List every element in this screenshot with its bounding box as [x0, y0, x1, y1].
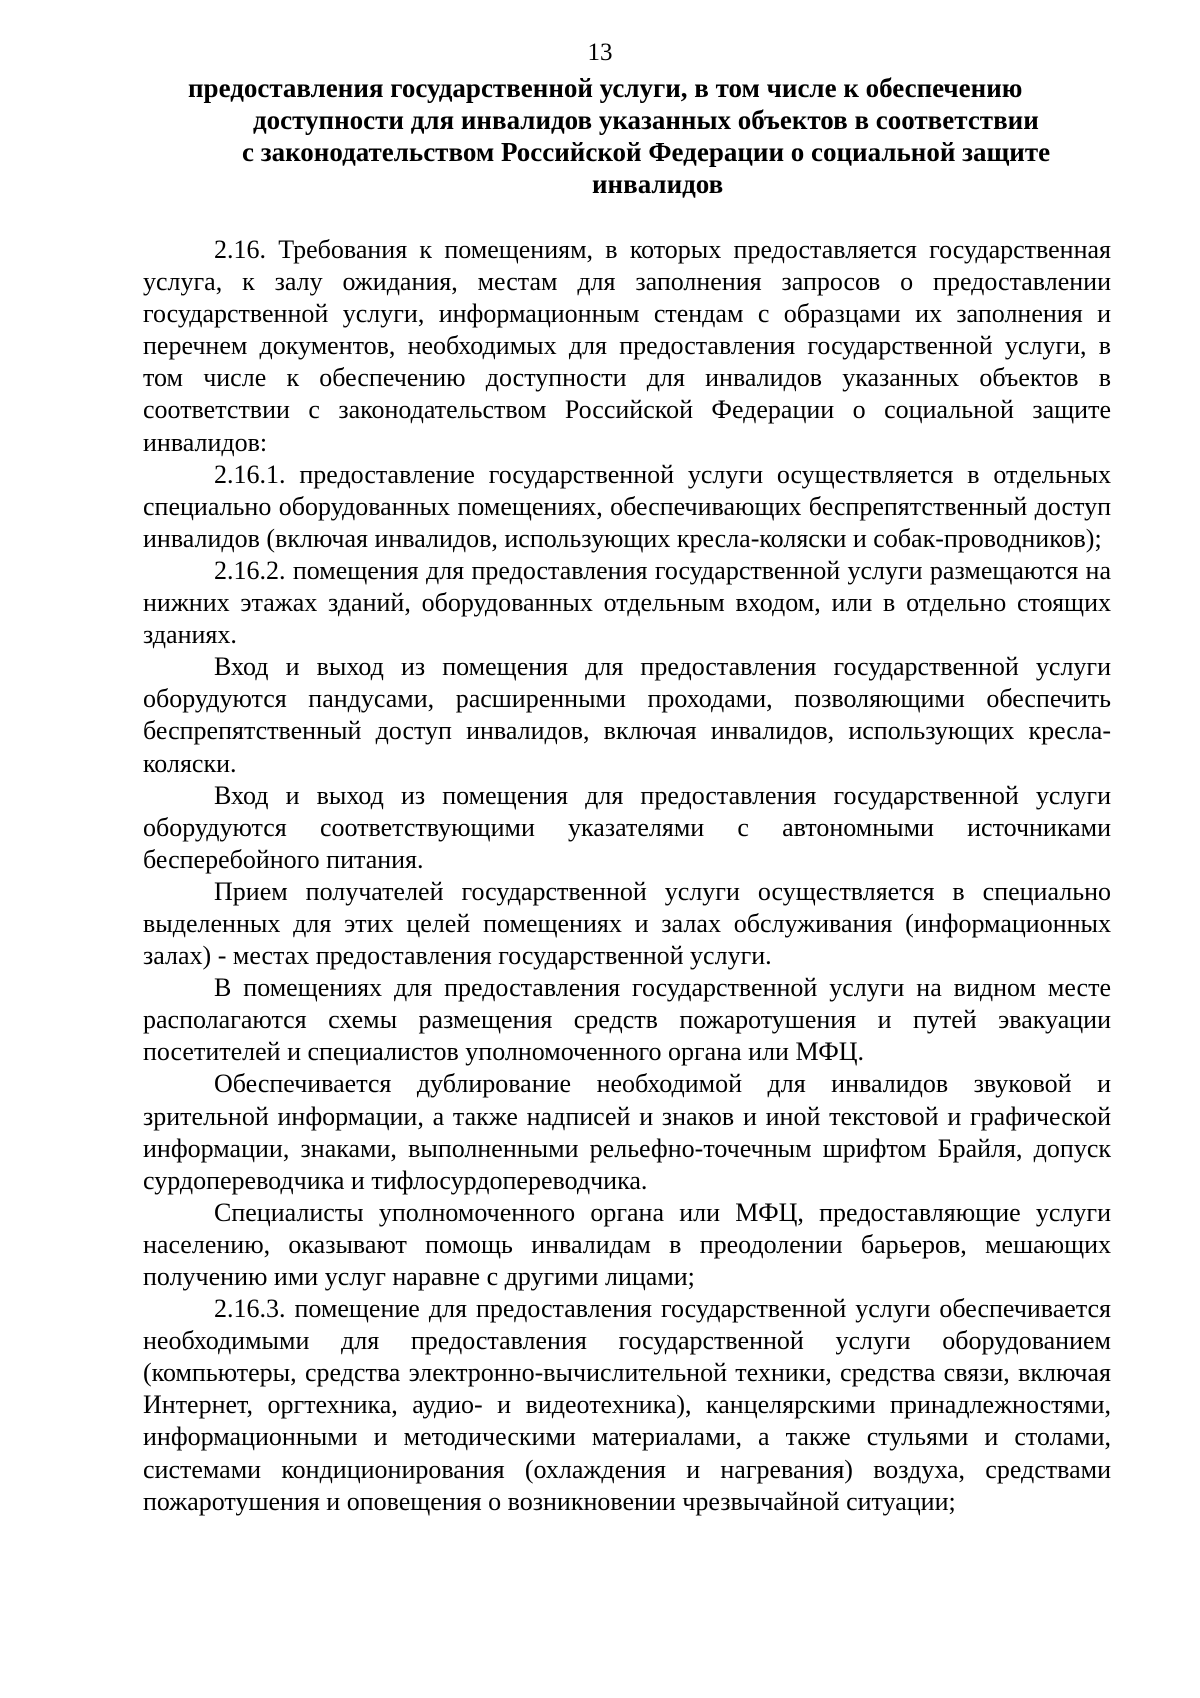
- heading-line: с законодательством Российской Федерации о социальной защите: [242, 137, 1051, 167]
- page-number: 13: [587, 39, 613, 66]
- paragraph-2-16: 2.16. Требования к помещениям, в которых предоставляется государственная услуга, к залу ожидания, местам для заполнения запросов о предоставлении государственной услуги, информационным стендам с образцами их заполнения и перечнем документов, необходимых для предоставления государственной услуги, в том числе к обеспечению доступности для инвалидов указанных объектов в соответствии с законодательством Российской Федерации о социальной защите инвалидов:: [143, 235, 1111, 457]
- heading-line: доступности для инвалидов указанных объектов в соответствии: [253, 105, 1039, 135]
- heading-line: инвалидов: [592, 169, 724, 199]
- document-body: [143, 234, 1111, 1518]
- paragraph-2-16-3: 2.16.3. помещение для предоставления государственной услуги обеспечивается необходимыми для предоставления государственной услуги оборудованием (компьютеры, средства электронно-вычислительной техники, средства связи, включая Интернет, оргтехника, аудио- и видеотехника), канцелярскими принадлежностями, информационными и методическими материалами, а также стульями и столами, системами кондиционирования (охлаждения и нагревания) воздуха, средствами пожаротушения и оповещения о возникновении чрезвычайной ситуации;: [143, 1294, 1111, 1516]
- paragraph-evacuation-schemes: В помещениях для предоставления государственной услуги на видном месте располагаются схемы размещения средств пожаротушения и путей эвакуации посетителей и специалистов уполномоченного органа или МФЦ.: [143, 973, 1111, 1067]
- paragraph-2-16-2: 2.16.2. помещения для предоставления государственной услуги размещаются на нижних этажах зданий, оборудованных отдельным входом, или в отдельно стоящих зданиях.: [143, 555, 1111, 650]
- section-heading: [180, 72, 1080, 200]
- paragraph-entrance-ramps: Вход и выход из помещения для предоставления государственной услуги оборудуются пандусами, расширенными проходами, позволяющими обеспечить беспрепятственный доступ инвалидов, включая инвалидов, использующих кресла-коляски.: [143, 652, 1111, 778]
- paragraph-specialists: Специалисты уполномоченного органа или МФЦ, предоставляющие услуги населению, оказывают помощь инвалидам в преодолении барьеров, мешающих получению ими услуг наравне с другими лицами;: [143, 1197, 1111, 1291]
- paragraph-entrance-signs: Вход и выход из помещения для предоставления государственной услуги оборудуются соответствующими указателями с автономными источниками бесперебойного питания.: [143, 780, 1111, 874]
- paragraph-reception: Прием получателей государственной услуги осуществляется в специально выделенных для этих целей помещениях и залах обслуживания (информационных залах) - местах предоставления государственной услуги.: [143, 876, 1111, 971]
- paragraph-2-16-1: 2.16.1. предоставление государственной услуги осуществляется в отдельных специально оборудованных помещениях, обеспечивающих беспрепятственный доступ инвалидов (включая инвалидов, использующих кресла-коляски и собак-проводников);: [143, 459, 1111, 553]
- heading-line: предоставления государственной услуги, в том числе к обеспечению: [188, 73, 1023, 103]
- paragraph-duplication: Обеспечивается дублирование необходимой для инвалидов звуковой и зрительной информации, а также надписей и знаков и иной текстовой и графической информации, знаками, выполненными рельефно-точечным шрифтом Брайля, допуск сурдопереводчика и тифлосурдопереводчика.: [143, 1069, 1111, 1195]
